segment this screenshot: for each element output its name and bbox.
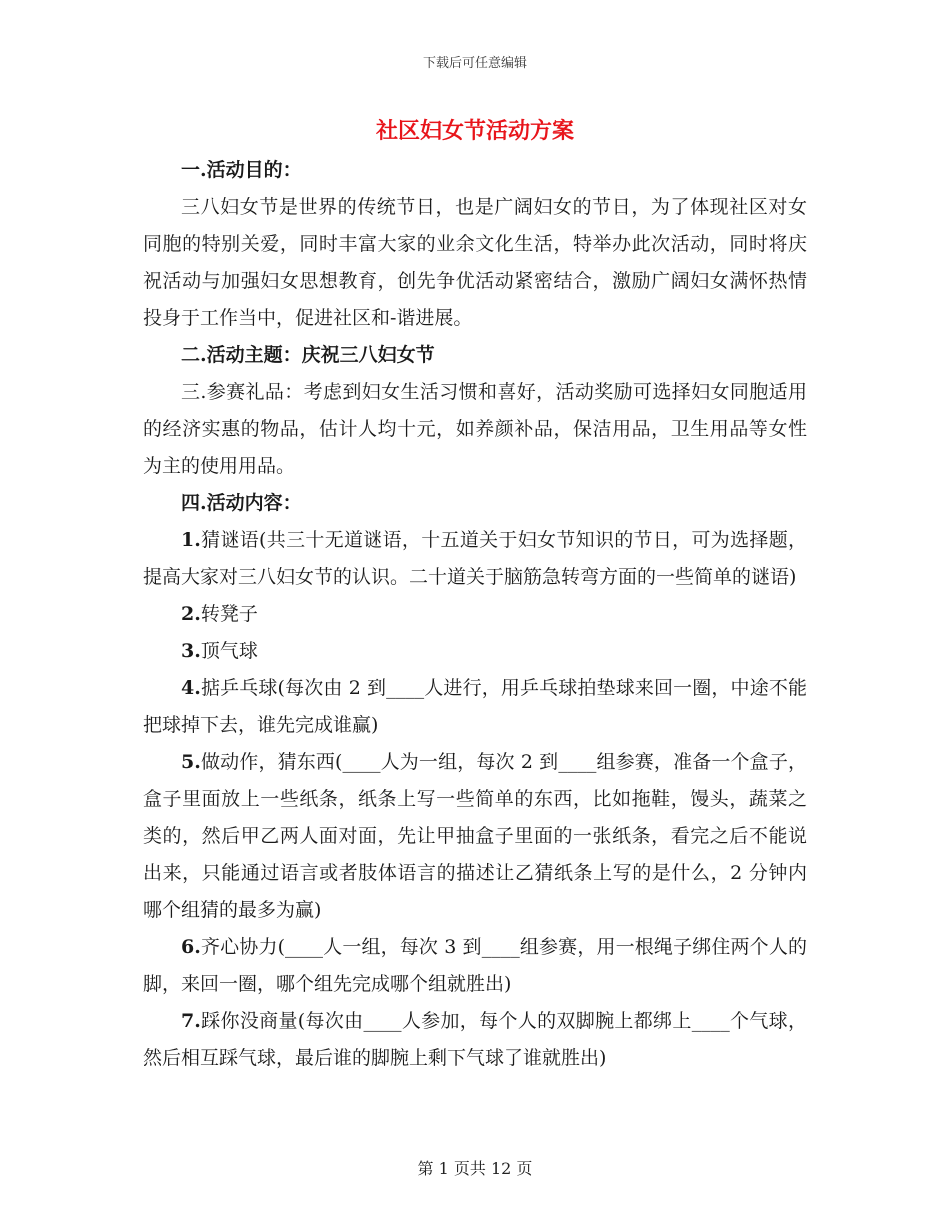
page-header-note: 下载后可任意编辑 xyxy=(422,56,527,71)
item-text: 顶气球 xyxy=(200,640,258,662)
activity-item xyxy=(143,596,807,633)
activity-item xyxy=(143,744,807,929)
section-4-heading: 四.活动内容： xyxy=(181,492,302,514)
item-number: 1. xyxy=(181,529,201,551)
activity-item xyxy=(143,522,807,596)
item-text: 转凳子 xyxy=(200,603,258,625)
item-text: 踩你没商量(每次由____人参加，每个人的双脚腕上都绑上____个气球，然后相互踩气球，最后谁的脚腕上剩下气球了谁就胜出) xyxy=(143,1010,807,1069)
document-body xyxy=(143,152,807,1077)
item-number: 2. xyxy=(181,603,201,625)
item-number: 3. xyxy=(181,640,201,662)
document-title: 社区妇女节活动方案 xyxy=(375,118,574,144)
item-text: 掂乒乓球(每次由 2 到____人进行，用乒乓球拍垫球来回一圈，中途不能把球掉下去，谁先完成谁赢) xyxy=(143,677,807,736)
section-3-text: 三.参赛礼品：考虑到妇女生活习惯和喜好，活动奖励可选择妇女同胞适用的经济实惠的物品，估计人均十元，如养颜补品，保洁用品，卫生用品等女性为主的使用用品。 xyxy=(143,381,807,477)
item-number: 4. xyxy=(181,677,201,699)
item-text: 猜谜语(共三十无道谜语，十五道关于妇女节知识的节日，可为选择题，提高大家对三八妇女节的认识。二十道关于脑筋急转弯方面的一些简单的谜语) xyxy=(143,529,807,588)
item-number: 6. xyxy=(181,936,201,958)
section-1-body: 三八妇女节是世界的传统节日，也是广阔妇女的节日，为了体现社区对女同胞的特别关爱，同时丰富大家的业余文化生活，特举办此次活动，同时将庆祝活动与加强妇女思想教育，创先争优活动紧密结合，激励广阔妇女满怀热情投身于工作当中，促进社区和-谐进展。 xyxy=(143,196,807,329)
activity-item xyxy=(143,929,807,1003)
section-1-heading: 一.活动目的： xyxy=(181,159,302,181)
item-number: 7. xyxy=(181,1010,201,1032)
activity-item xyxy=(143,670,807,744)
page-footer: 第 1 页共 12 页 xyxy=(417,1159,533,1178)
item-text: 做动作，猜东西(____人为一组，每次 2 到____组参赛，准备一个盒子，盒子里面放上一些纸条，纸条上写一些简单的东西，比如拖鞋，馒头，蔬菜之类的，然后甲乙两人面对面，先让甲抽盒子里面的一张纸条，看完之后不能说出来，只能通过语言或者肢体语言的描述让乙猜纸条上写的是什么，2 分钟内哪个组猜的最多为赢) xyxy=(143,751,807,921)
section-2-heading: 二.活动主题：庆祝三八妇女节 xyxy=(181,344,435,366)
item-number: 5. xyxy=(181,751,201,773)
activity-item xyxy=(143,633,807,670)
item-text: 齐心协力(____人一组，每次 3 到____组参赛，用一根绳子绑住两个人的脚，来回一圈，哪个组先完成哪个组就胜出) xyxy=(143,936,807,995)
activity-item xyxy=(143,1003,807,1077)
